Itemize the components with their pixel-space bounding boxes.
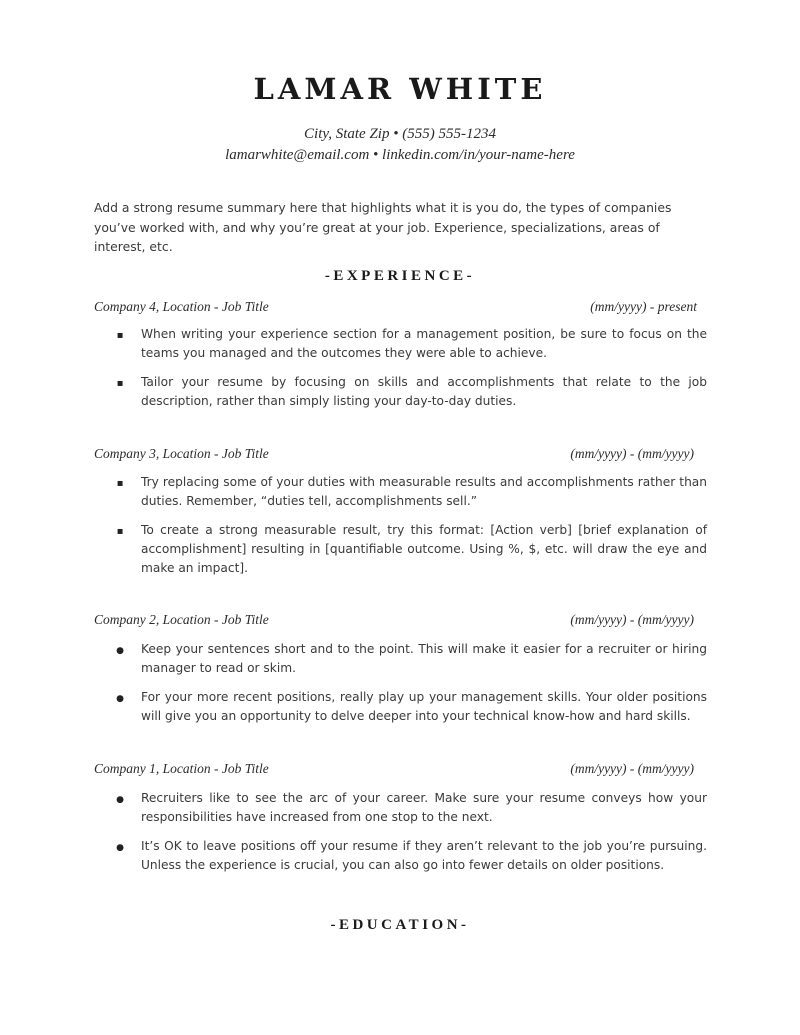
job-bullet-text: To create a strong measurable result, try this format: [Action verb] [brief explanation of accomplishment] resulting in [quantifiable outcome. Using %, $, etc. will draw the eye and make an impact]. bbox=[141, 523, 707, 575]
job-bullet-text: When writing your experience section for a management position, be sure to focus on the teams you managed and the outcomes they were able to achieve. bbox=[141, 327, 707, 360]
resume-summary: Add a strong resume summary here that highlights what it is you do, the types of companies you’ve worked with, and why you’re great at your job. Experience, specializations, areas of interest, etc. bbox=[94, 200, 672, 254]
job-dates: (mm/yyyy) - present bbox=[590, 299, 697, 314]
job-dates: (mm/yyyy) - (mm/yyyy) bbox=[570, 761, 694, 776]
job-bullet-text: Tailor your resume by focusing on skills and accomplishments that relate to the job description, rather than simply listing your day-to-day duties. bbox=[141, 375, 707, 408]
job-dates: (mm/yyyy) - (mm/yyyy) bbox=[570, 446, 694, 461]
disc-bullet-icon bbox=[115, 789, 125, 810]
job-title: Company 1, Location - Job Title bbox=[94, 761, 269, 776]
job-bullet bbox=[115, 373, 707, 411]
job-bullet bbox=[115, 688, 707, 726]
job-bullet-list bbox=[115, 789, 707, 875]
job-bullet-text: For your more recent positions, really play up your management skills. Your older positions will give you an opportunity to delve deeper into your technical know-how and hard skills. bbox=[141, 690, 707, 723]
job-title: Company 3, Location - Job Title bbox=[94, 446, 269, 461]
job-bullet bbox=[115, 325, 707, 363]
job-bullet-text: Try replacing some of your duties with measurable results and accomplishments rather than duties. Remember, “duties tell, accomplishments sell.” bbox=[141, 475, 707, 508]
job-dates: (mm/yyyy) - (mm/yyyy) bbox=[570, 612, 694, 627]
job-bullet-list bbox=[115, 640, 707, 726]
square-bullet-icon bbox=[115, 325, 125, 345]
education-heading: -EDUCATION- bbox=[330, 917, 470, 933]
disc-bullet-icon bbox=[115, 837, 125, 858]
contact-line-email-linkedin: lamarwhite@email.com • linkedin.com/in/your-name-here bbox=[225, 147, 575, 163]
job-bullet-text: Keep your sentences short and to the point. This will make it easier for a recruiter or hiring manager to read or skim. bbox=[141, 642, 707, 675]
job-bullet-list bbox=[115, 325, 707, 411]
contact-line-location-phone: City, State Zip • (555) 555-1234 bbox=[304, 126, 496, 142]
job-bullet bbox=[115, 640, 707, 678]
disc-bullet-icon bbox=[115, 688, 125, 709]
job-title: Company 4, Location - Job Title bbox=[94, 299, 269, 314]
experience-heading: -EXPERIENCE- bbox=[324, 268, 476, 284]
job-title: Company 2, Location - Job Title bbox=[94, 612, 269, 627]
candidate-name: LAMAR WHITE bbox=[253, 72, 547, 106]
job-bullet bbox=[115, 521, 707, 578]
square-bullet-icon bbox=[115, 473, 125, 493]
job-bullet bbox=[115, 789, 707, 827]
square-bullet-icon bbox=[115, 521, 125, 541]
disc-bullet-icon bbox=[115, 640, 125, 661]
job-bullet-list bbox=[115, 473, 707, 578]
job-bullet bbox=[115, 837, 707, 875]
job-bullet bbox=[115, 473, 707, 511]
job-bullet-text: Recruiters like to see the arc of your career. Make sure your resume conveys how your responsibilities have increased from one stop to the next. bbox=[141, 791, 707, 824]
job-bullet-text: It’s OK to leave positions off your resume if they aren’t relevant to the job you’re pursuing. Unless the experience is crucial, you can also go into fewer details on older positions. bbox=[141, 839, 707, 872]
square-bullet-icon bbox=[115, 373, 125, 393]
